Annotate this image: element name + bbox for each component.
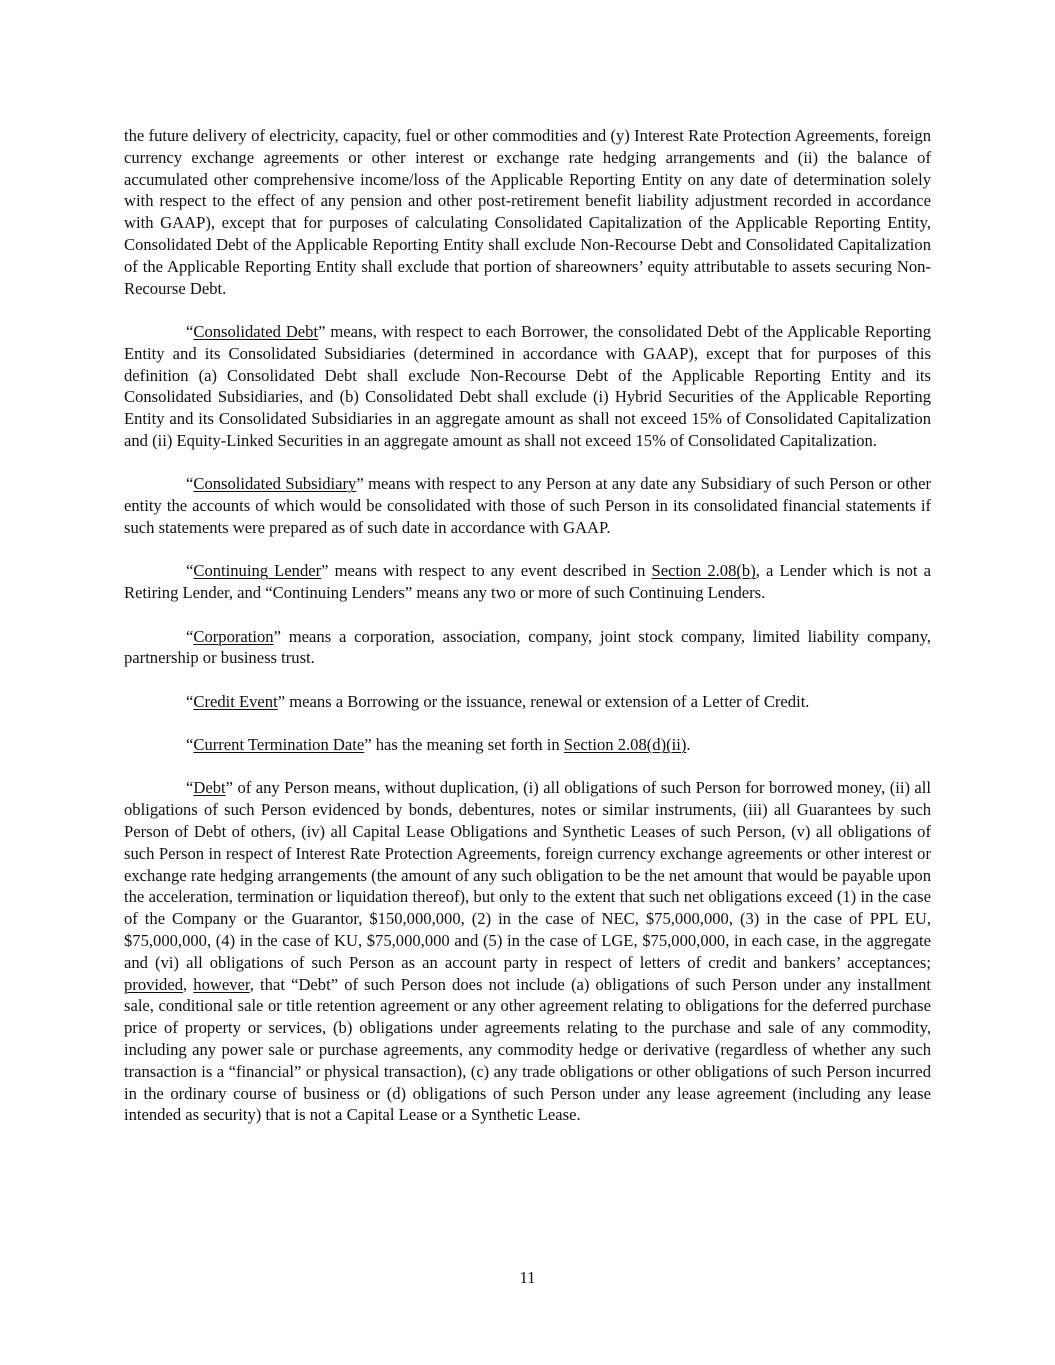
text-segment: ” means with respect to any Person at any date any Subsidiary of such Person or other entity the accounts of which would be consolidated with those of such Person in its consolidated financial statements if such statements were prepared as of such date in accordance with GAAP. xyxy=(124,474,931,537)
text-segment: ” means a corporation, association, company, joint stock company, limited liability company, partnership or business trust. xyxy=(124,626,931,668)
defined-term: Section 2.08(b) xyxy=(651,561,756,581)
paragraph-consolidated-subsidiary xyxy=(124,473,931,538)
text-segment: “ xyxy=(186,321,194,341)
defined-term: Continuing Lender xyxy=(193,561,322,581)
paragraph-continuation xyxy=(124,125,931,299)
text-segment: ” means, with respect to each Borrower, the consolidated Debt of the Applicable Reporting Entity and its Consolidated Subsidiaries (determined in accordance with GAAP), except that for purposes of this definition (a) Consolidated Debt shall exclude Non-Recourse Debt of the Applicable Reporting Entity and its Consolidated Subsidiaries, and (b) Consolidated Debt shall exclude (i) Hybrid Securities of the Applicable Reporting Entity and its Consolidated Subsidiaries in an aggregate amount as shall not exceed 15% of Consolidated Capitalization and (ii) Equity-Linked Securities in an aggregate amount as shall not exceed 15% of Consolidated Capitalization. xyxy=(124,321,932,450)
text-segment: “ xyxy=(186,561,194,581)
text-segment: “ xyxy=(186,626,194,646)
document-body xyxy=(124,125,931,1148)
defined-term: provided xyxy=(124,974,183,994)
defined-term: Current Termination Date xyxy=(193,735,365,755)
paragraph-corporation xyxy=(124,626,931,670)
defined-term: Debt xyxy=(193,778,226,798)
text-segment: , that “Debt” of such Person does not include (a) obligations of such Person under any installment sale, conditional sale or title retention agreement or any other agreement relating to obligations for the deferred purchase price of property or services, (b) obligations under agreements relating to the purchase and sale of any commodity, including any power sale or purchase agreements, any commodity hedge or derivative (regardless of whether any such transaction is a “financial” or physical transaction), (c) any trade obligations or other obligations of such Person incurred in the ordinary course of business or (d) obligations of such Person under any lease agreement (including any lease intended as security) that is not a Capital Lease or a Synthetic Lease. xyxy=(124,974,931,1125)
text-segment: “ xyxy=(186,735,194,755)
text-segment: “ xyxy=(186,778,194,798)
text-segment: , a Lender which is not a Retiring Lender, and “Continuing Lenders” means any two or more of such Continuing Lenders. xyxy=(124,561,931,603)
paragraph-current-termination-date xyxy=(124,734,931,756)
page-number: 11 xyxy=(519,1268,536,1287)
paragraph-debt xyxy=(124,777,931,1126)
defined-term: Credit Event xyxy=(193,691,278,711)
text-segment: ” has the meaning set forth in xyxy=(364,735,564,755)
text-segment: “ xyxy=(186,691,194,711)
defined-term: however xyxy=(193,974,250,994)
text-segment: the future delivery of electricity, capacity, fuel or other commodities and (y) Interest Rate Protection Agreements, foreign currency exchange agreements or other interest or exchange rate hedging arrangements and (ii) the balance of accumulated other comprehensive income/loss of the Applicable Reporting Entity on any date of determination solely with respect to the effect of any pension and other post-retirement benefit liability adjustment recorded in accordance with GAAP), except that for purposes of calculating Consolidated Capitalization of the Applicable Reporting Entity, Consolidated Debt of the Applicable Reporting Entity shall exclude Non-Recourse Debt and Consolidated Capitalization of the Applicable Reporting Entity shall exclude that portion of shareowners’ equity attributable to assets securing Non-Recourse Debt. xyxy=(124,126,931,298)
paragraph-consolidated-debt xyxy=(124,321,931,452)
defined-term: Consolidated Debt xyxy=(193,321,319,341)
text-segment: ” means with respect to any event described in xyxy=(321,561,652,581)
text-segment: ” means a Borrowing or the issuance, renewal or extension of a Letter of Credit. xyxy=(277,691,810,711)
defined-term: Consolidated Subsidiary xyxy=(193,474,357,494)
text-segment: . xyxy=(686,735,691,755)
text-segment: “ xyxy=(186,474,194,494)
text-segment: ” of any Person means, without duplication, (i) all obligations of such Person for borrowed money, (ii) all obligations of such Person evidenced by bonds, debentures, notes or similar instruments, (iii) all Guarantees by such Person of Debt of others, (iv) all Capital Lease Obligations and Synthetic Leases of such Person, (v) all obligations of such Person in respect of Interest Rate Protection Agreements, foreign currency exchange agreements or other interest or exchange rate hedging arrangements (the amount of any such obligation to be the net amount that would be payable upon the acceleration, termination or liquidation thereof), but only to the extent that such net obligations exceed (1) in the case of the Company or the Guarantor, $150,000,000, (2) in the case of NEC, $75,000,000, (3) in the case of PPL EU, $75,000,000, (4) in the case of KU, $75,000,000 and (5) in the case of LGE, $75,000,000, in each case, in the aggregate and (vi) all obligations of such Person as an account party in respect of letters of credit and bankers’ acceptances; xyxy=(124,778,931,972)
text-segment: , xyxy=(183,974,194,994)
paragraph-continuing-lender xyxy=(124,560,931,604)
defined-term: Section 2.08(d)(ii) xyxy=(563,735,687,755)
defined-term: Corporation xyxy=(193,626,274,646)
paragraph-credit-event xyxy=(124,691,931,713)
